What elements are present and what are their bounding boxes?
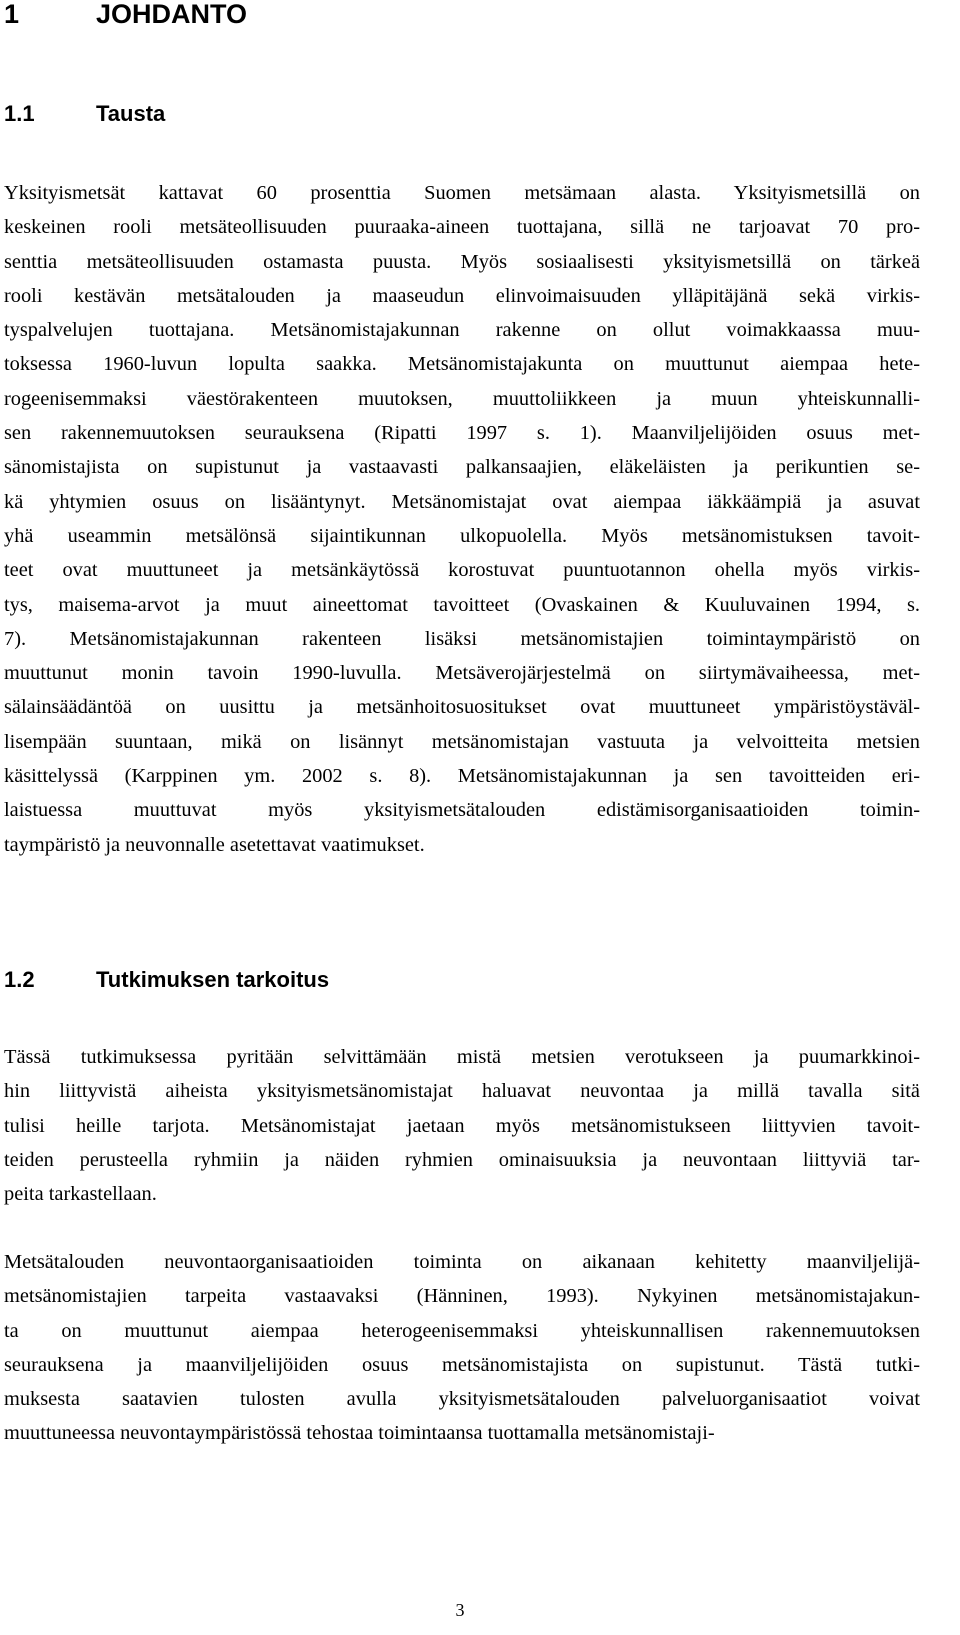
text-line: käsittelyssä (Karppinen ym. 2002 s. 8). Metsänomistajakunnan ja sen tavoitteiden eri- <box>4 765 920 788</box>
section-title: Tutkimuksen tarkoitus <box>96 967 330 992</box>
text-line: rogeenisemmaksi väestörakenteen muutoksen, muuttoliikkeen ja muun yhteiskunnalli- <box>4 387 920 410</box>
text-line: teiden perusteella ryhmiin ja näiden ryhmien ominaisuuksia ja neuvontaan liittyviä tar- <box>4 1148 920 1171</box>
paragraph-tarkoitus-1 <box>4 1040 920 1211</box>
text-line: rooli kestävän metsätalouden ja maaseudun elinvoimaisuuden ylläpitäjänä sekä virkis- <box>4 284 920 307</box>
text-line: keskeinen rooli metsäteollisuuden puuraaka-aineen tuottajana, sillä ne tarjoavat 70 pro- <box>4 216 920 239</box>
text-line: taympäristö ja neuvonnalle asetettavat vaatimukset. <box>4 833 425 856</box>
section-title: Tausta <box>96 101 166 126</box>
section-number: 1.1 <box>4 101 35 126</box>
text-line: laistuessa muuttuvat myös yksityismetsätalouden edistämisorganisaatioiden toimin- <box>4 799 920 822</box>
text-line: sen rakennemuutoksen seurauksena (Ripatti 1997 s. 1). Maanviljelijöiden osuus met- <box>4 422 920 445</box>
text-line: sänomistajista on supistunut ja vastaavasti palkansaajien, eläkeläisten ja perikuntien se- <box>4 456 920 479</box>
text-line: yhä useammin metsälönsä sijaintikunnan ulkopuolella. Myös metsänomistuksen tavoit- <box>4 524 920 547</box>
text-line: sälainsäädäntöä on uusittu ja metsänhoitosuositukset ovat muuttuneet ympäristöystäväl- <box>4 696 920 719</box>
page-number: 3 <box>455 1600 465 1620</box>
chapter-heading <box>4 0 247 34</box>
section-heading-tausta <box>4 99 165 129</box>
text-line: muuttunut monin tavoin 1990-luvulla. Metsäverojärjestelmä on siirtymävaiheessa, met- <box>4 662 920 685</box>
text-line: seurauksena ja maanviljelijöiden osuus metsänomistajista on supistunut. Tästä tutki- <box>4 1353 920 1376</box>
chapter-title: JOHDANTO <box>96 0 248 29</box>
text-line: tys, maisema-arvot ja muut aineettomat tavoitteet (Ovaskainen & Kuuluvainen 1994, s. <box>4 593 920 616</box>
section-heading-tutkimuksen-tarkoitus <box>4 965 329 995</box>
text-line: metsänomistajien tarpeita vastaavaksi (Hänninen, 1993). Nykyinen metsänomistajakun- <box>4 1285 920 1308</box>
section-number: 1.2 <box>4 967 35 992</box>
text-line: muksesta saatavien tulosten avulla yksityismetsätalouden palveluorganisaatiot voivat <box>4 1388 920 1411</box>
text-line: peita tarkastellaan. <box>4 1183 157 1206</box>
text-line: 7). Metsänomistajakunnan rakenteen lisäksi metsänomistajien toimintaympäristö on <box>4 627 920 650</box>
text-line: kä yhtymien osuus on lisääntynyt. Metsänomistajat ovat aiempaa iäkkäämpiä ja asuvat <box>4 490 920 513</box>
text-line: Yksityismetsät kattavat 60 prosenttia Suomen metsämaan alasta. Yksityismetsillä on <box>4 182 920 204</box>
chapter-number: 1 <box>4 0 20 29</box>
text-line: Metsätalouden neuvontaorganisaatioiden toiminta on aikanaan kehitetty maanviljelijä- <box>4 1251 920 1273</box>
text-line: muuttuneessa neuvontaympäristössä tehostaa toimintaansa tuottamalla metsänomistaji- <box>4 1422 715 1445</box>
text-line: ta on muuttunut aiempaa heterogeenisemmaksi yhteiskunnallisen rakennemuutoksen <box>4 1319 920 1342</box>
text-line: tyspalvelujen tuottajana. Metsänomistajakunnan rakenne on ollut voimakkaassa muu- <box>4 319 920 342</box>
text-line: toksessa 1960-luvun lopulta saakka. Metsänomistajakunta on muuttunut aiempaa hete- <box>4 353 920 376</box>
text-line: tulisi heille tarjota. Metsänomistajat jaetaan myös metsänomistukseen liittyvien tavoit- <box>4 1114 920 1137</box>
paragraph-tarkoitus-2 <box>4 1245 920 1451</box>
text-line: lisempään suuntaan, mikä on lisännyt metsänomistajan vastuuta ja velvoitteita metsien <box>4 730 920 753</box>
paragraph-tausta <box>4 176 920 862</box>
text-line: senttia metsäteollisuuden ostamasta puusta. Myös sosiaalisesti yksityismetsillä on tärkeä <box>4 250 920 273</box>
text-line: teet ovat muuttuneet ja metsänkäytössä korostuvat puuntuotannon ohella myös virkis- <box>4 559 920 582</box>
text-line: hin liittyvistä aiheista yksityismetsänomistajat haluavat neuvontaa ja millä tavalla sitä <box>4 1080 920 1103</box>
text-line: Tässä tutkimuksessa pyritään selvittämään mistä metsien verotukseen ja puumarkkinoi- <box>4 1046 920 1068</box>
